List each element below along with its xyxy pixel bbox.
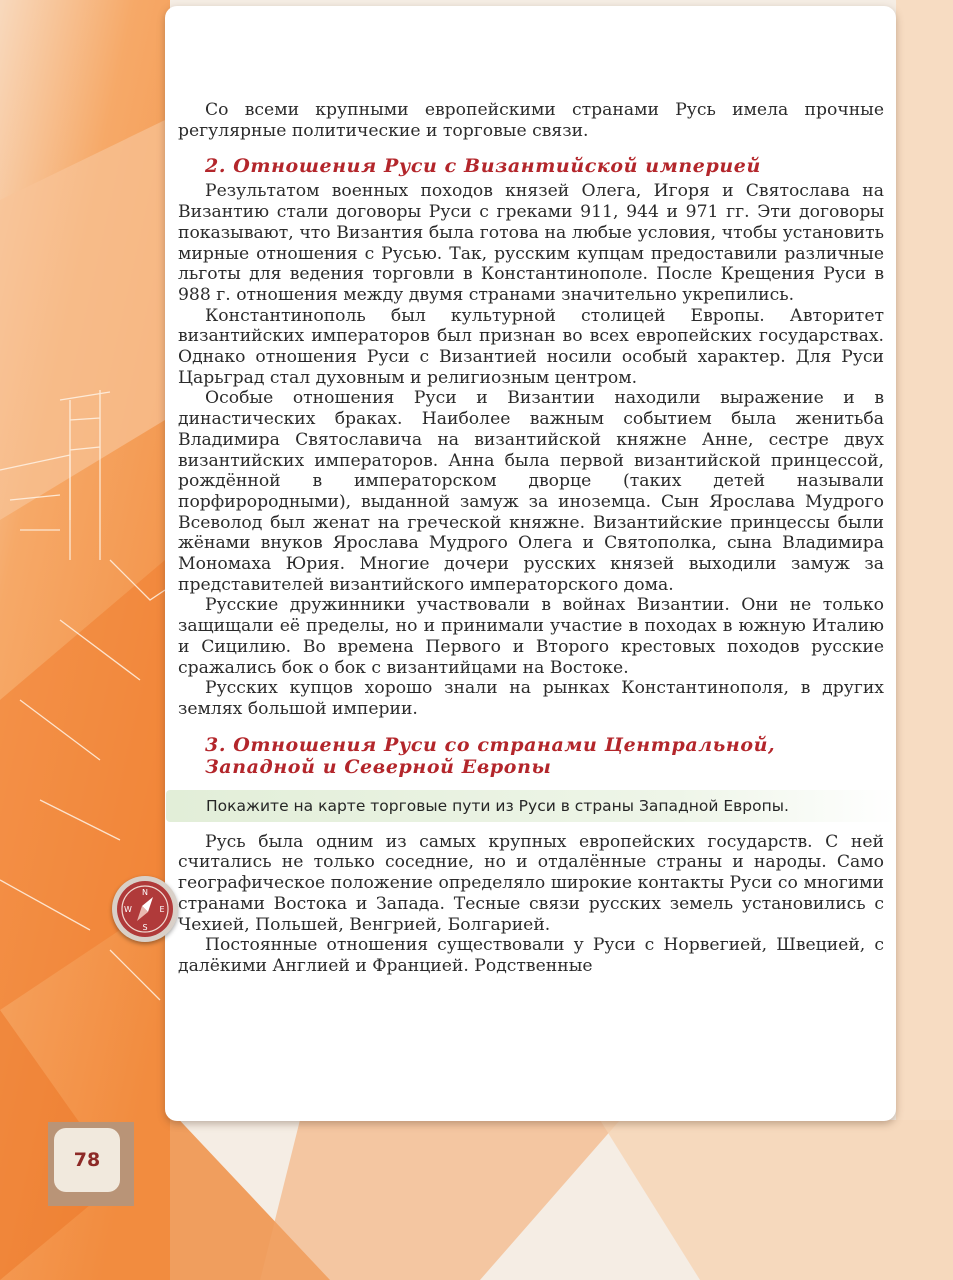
page-number-box [48,1122,134,1206]
section-3-heading: 3. Отношения Руси со странами Центральной, Западной и Северной Европы [205,733,776,778]
compass-w: W [124,905,132,914]
compass-n: N [142,888,148,897]
compass-e: E [159,905,165,914]
section-3-paragraph-2: Постоянные отношения существовали у Руси с Норвегией, Швецией, с далёкими Англией и Францией. Родственные [178,935,884,976]
section-2-paragraph-1: Результатом военных походов князей Олега, Игоря и Святослава на Византию стали договоры Руси с греками 911, 944 и 971 гг. Эти договоры показывают, что Византия была готова на любые условия, чтобы установить мирные отношения с Русью. Так, русским купцам предоставили различные льготы для ведения торговли в Константинополе. После Крещения Руси в 988 г. отношения между двумя странами значительно укрепились. [178,181,884,305]
task-text: Покажите на карте торговые пути из Руси в страны Западной Европы. [206,796,789,815]
page-number: 78 [54,1128,120,1192]
intro-paragraph: Со всеми крупными европейскими странами Русь имела прочные регулярные политические и торговые связи. [178,100,884,141]
compass-icon [112,876,178,942]
section-3-paragraph-1: Русь была одним из самых крупных европейских государств. С ней считались не только соседние, но и отдалённые страны и народы. Само географическое положение определяло широкие контакты Руси со многими странами Востока и Запада. Тесные связи русских земель установились с Чехией, Польшей, Венгрией, Болгарией. [178,831,884,935]
task-box [166,790,896,822]
section-2-paragraph-4: Русские дружинники участвовали в войнах Византии. Они не только защищали её пределы, но и принимали участие в походах в южную Италию и Сицилию. Во времена Первого и Второго крестовых походов русские сражались бок о бок с византийцами на Востоке. [178,595,884,678]
section-2-paragraph-2: Константинополь был культурной столицей Европы. Авторитет византийских императоров был признан во всех европейских государствах. Однако отношения Руси с Византией носили особый характер. Для Руси Царьград стал духовным и религиозным центром. [178,305,884,388]
compass-s: S [142,923,148,932]
section-2-paragraph-3: Особые отношения Руси и Византии находили выражение и в династических браках. Наиболее важным событием была женитьба Владимира Святославича на византийской княжне Анне, сестре двух византийских императоров. Анна была первой византийской принцессой, рождённой в императорском дворце (таких детей называли порфирородными), выданной замуж за иноземца. Сын Ярослава Мудрого Всеволод был женат на греческой княжне. Византийские принцессы были жёнами внуков Ярослава Мудрого Олега и Святополка, сына Владимира Мономаха Юрия. Многие дочери русских князей выходили замуж за представителей византийского императорского дома. [178,388,884,595]
section-2-paragraph-5: Русских купцов хорошо знали на рынках Константинополя, в других землях большой империи. [178,678,884,719]
section-2-heading: 2. Отношения Руси с Византийской империей [205,155,761,178]
page-content [178,100,884,977]
